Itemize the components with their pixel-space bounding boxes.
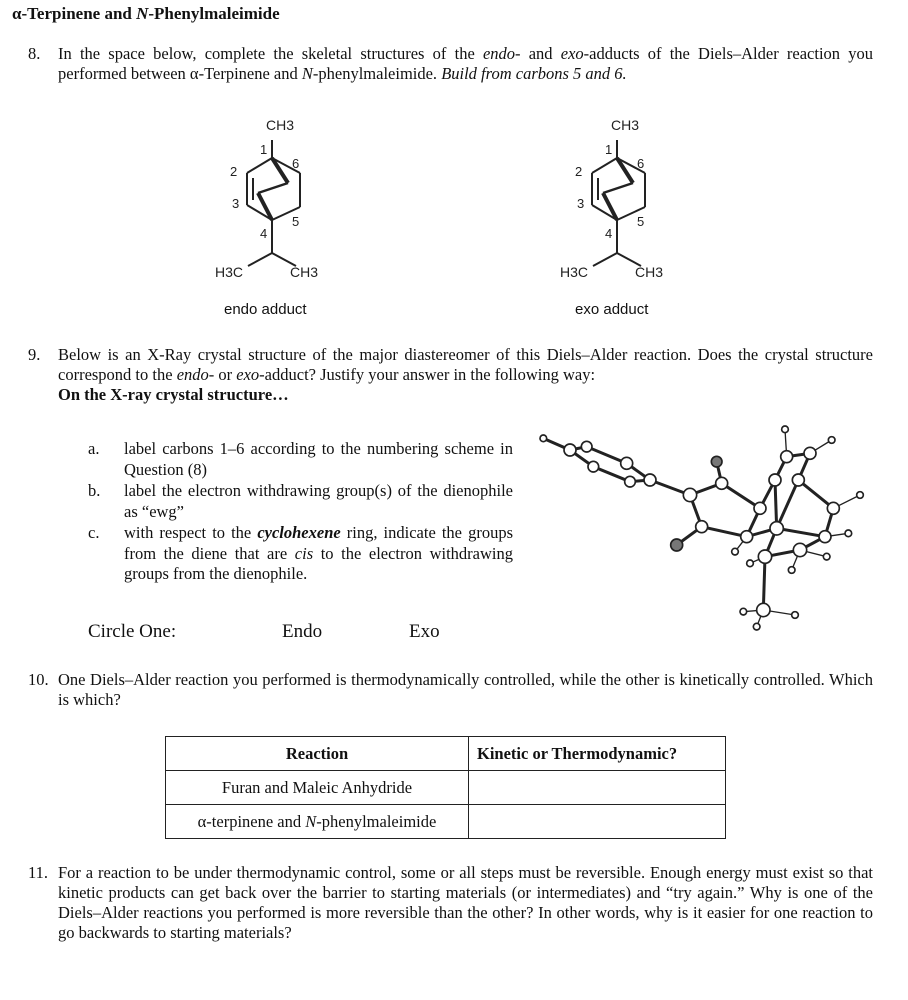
svg-text:4: 4 [260,226,268,241]
table-row: α-terpinene and N-phenylmaleimide [166,805,726,839]
svg-text:H3C: H3C [215,264,244,280]
instruction-c: c. with respect to the cyclohexene ring, indicate the groups from the diene that are cis to the electron withdrawing groups from the dienophile. [88,523,513,583]
svg-text:3: 3 [577,196,585,211]
svg-text:CH3: CH3 [611,117,640,133]
xray-crystal-structure-image [530,420,880,640]
option-endo[interactable]: Endo [282,621,323,642]
svg-text:2: 2 [230,164,238,179]
question-9: 9. Below is an X-Ray crystal structure of the major diastereomer of this Diels–Alder reaction. Does the crystal structure correspond to the endo- or exo-adduct? Justify your answer in the following way: On the X-ray crystal structure… [28,345,873,404]
option-exo[interactable]: Exo [409,621,440,642]
svg-text:6: 6 [637,156,645,171]
exo-adduct-structure [535,110,695,295]
instruction-a: a. label carbons 1–6 according to the numbering scheme in Question (8) [88,439,513,479]
header-kinetic-thermo: Kinetic or Thermodynamic? [469,737,726,771]
svg-text:5: 5 [292,214,300,229]
exo-adduct-caption: exo adduct [575,301,649,318]
svg-text:1: 1 [260,142,268,157]
endo-adduct-structure [190,110,350,295]
page-title: α-Terpinene and N-Phenylmaleimide [12,4,280,23]
question-11: 11. For a reaction to be under thermodynamic control, some or all steps must be reversible. Enough energy must exist so that kinetic products can get back over the barrier to starting materials (or intermediates) and “try again.” Why is one of the Diels–Alder reactions you performed is more reversible than the other? In other words, why is it easier for one reaction to go backwards to starting materials? [28,863,873,942]
svg-text:6: 6 [292,156,300,171]
svg-text:1: 1 [605,142,613,157]
svg-text:CH3: CH3 [635,264,664,280]
header-reaction: Reaction [166,737,469,771]
circle-one-label: Circle One: [88,621,177,642]
methyl-label: CH3 [266,117,295,133]
svg-text:2: 2 [575,164,583,179]
endo-adduct-caption: endo adduct [224,301,307,318]
question-8: 8. In the space below, complete the skeletal structures of the endo- and exo-adducts of the Diels–Alder reaction you performed between α-Terpinene and N-phenylmaleimide. Build from carbons 5 and 6. [28,44,873,83]
question-9-instructions [88,439,513,586]
question-10: 10. One Diels–Alder reaction you performed is thermodynamically controlled, while the other is kinetically controlled. Which is which? [28,670,873,709]
answer-cell[interactable] [469,805,726,839]
instruction-b: b. label the electron withdrawing group(s) of the dienophile as “ewg” [88,481,513,521]
svg-text:3: 3 [232,196,240,211]
svg-text:CH3: CH3 [290,264,319,280]
svg-text:H3C: H3C [560,264,589,280]
table-row: Furan and Maleic Anhydride [166,771,726,805]
reaction-control-table [165,736,726,839]
svg-text:4: 4 [605,226,613,241]
answer-cell[interactable] [469,771,726,805]
svg-text:5: 5 [637,214,645,229]
